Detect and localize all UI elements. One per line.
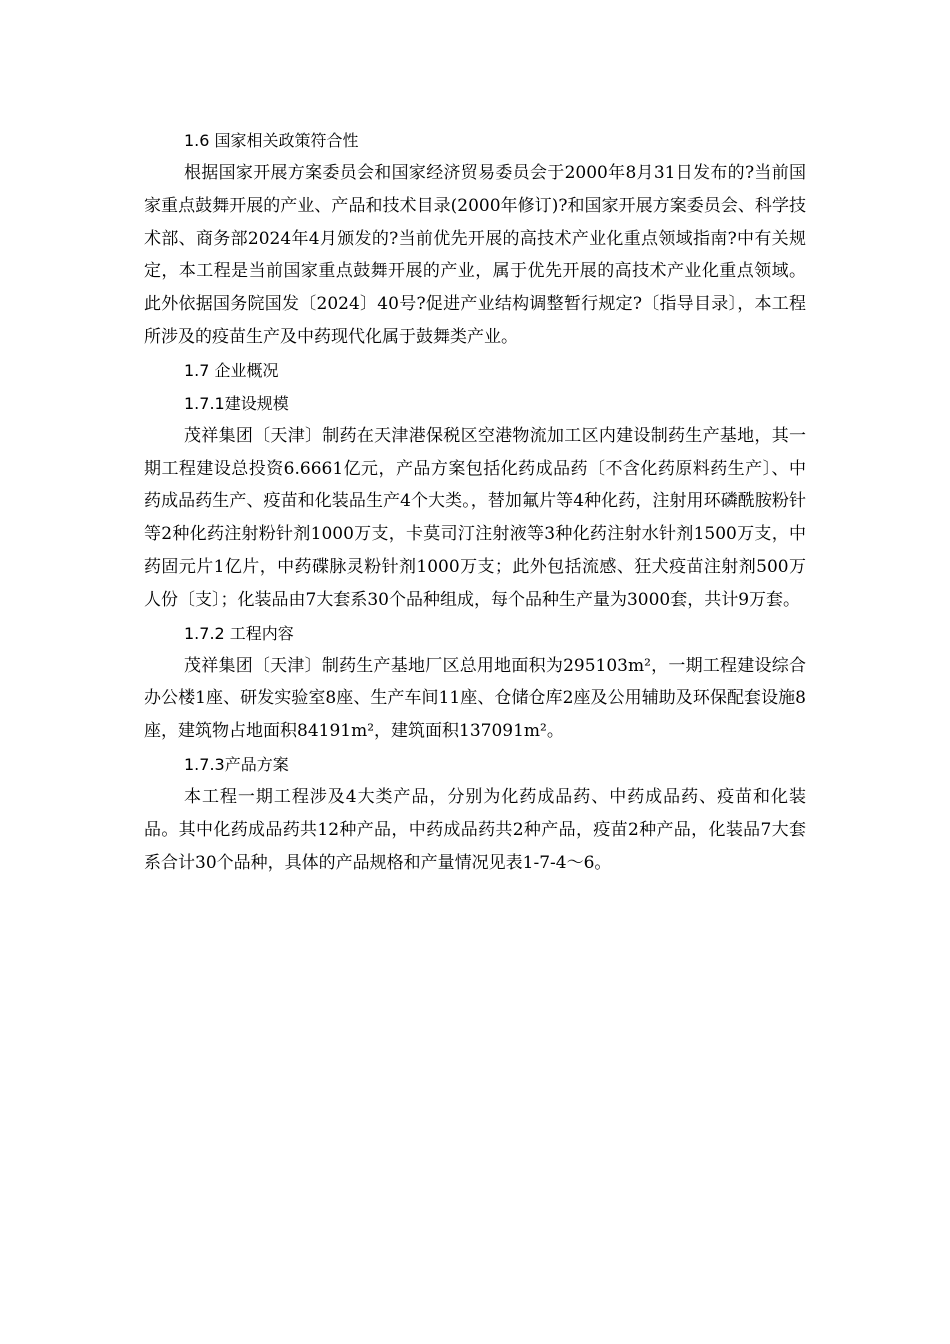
section-paragraph-1-7-1: 茂祥集团〔天津〕制药在天津港保税区空港物流加工区内建设制药生产基地，其一期工程建设总投资6.6661亿元，产品方案包括化药成品药〔不含化药原料药生产〕、中药成品药生产、疫苗和化装品生产4个大类。，替加氟片等4种化药，注射用环磷酰胺粉针等2种化药注射粉针剂1000万支，卡莫司汀注射液等3种化药注射水针剂1500万支，中药固元片1亿片，中药碟脉灵粉针剂1000万支；此外包括流感、狂犬疫苗注射剂500万人份〔支〕；化装品由7大套系30个品种组成，每个品种生产量为3000套，共计9万套。 xyxy=(144,425,806,610)
section-heading-1-7: 1.7 企业概况 xyxy=(184,360,279,380)
section-heading-1-7-1: 1.7.1建设规模 xyxy=(184,393,289,413)
section-heading-1-7-3: 1.7.3产品方案 xyxy=(184,754,289,774)
document-body xyxy=(144,124,806,879)
section-paragraph-1-7-3: 本工程一期工程涉及4大类产品，分别为化药成品药、中药成品药、疫苗和化装品。其中化药成品药共12种产品，中药成品药共2种产品，疫苗2种产品，化装品7大套系合计30个品种，具体的产品规格和产量情况见表1-7-4～6。 xyxy=(144,786,806,873)
section-heading-1-7-2: 1.7.2 工程内容 xyxy=(184,623,294,643)
section-paragraph-1-6: 根据国家开展方案委员会和国家经济贸易委员会于2000年8月31日发布的?当前国家重点鼓舞开展的产业、产品和技术目录(2000年修订)?和国家开展方案委员会、科学技术部、商务部2024年4月颁发的?当前优先开展的高技术产业化重点领域指南?中有关规定，本工程是当前国家重点鼓舞开展的产业，属于优先开展的高技术产业化重点领域。此外依据国务院国发〔2024〕40号?促进产业结构调整暂行规定?〔指导目录〕，本工程所涉及的疫苗生产及中药现代化属于鼓舞类产业。 xyxy=(144,163,806,347)
section-heading-1-6: 1.6 国家相关政策符合性 xyxy=(184,131,359,150)
section-paragraph-1-7-2: 茂祥集团〔天津〕制药生产基地厂区总用地面积为295103m²，一期工程建设综合办公楼1座、研发实验室8座、生产车间11座、仓储仓库2座及公用辅助及环保配套设施8座，建筑物占地面积84191m²，建筑面积137091m²。 xyxy=(144,655,806,742)
